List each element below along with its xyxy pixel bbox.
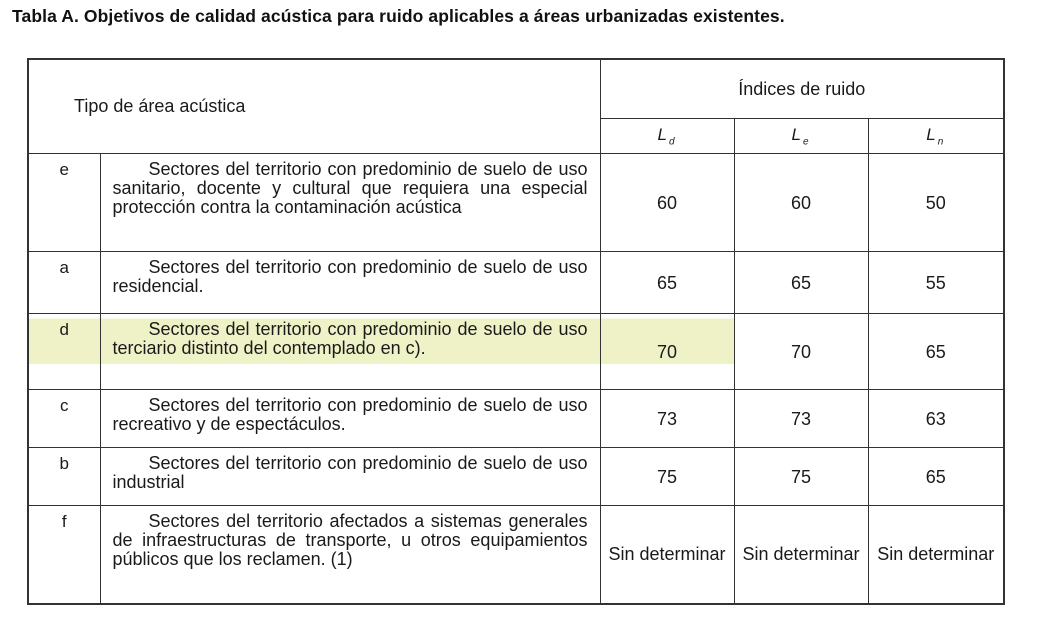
table-row	[28, 448, 1004, 506]
value-ld: 75	[600, 448, 734, 506]
area-code: f	[28, 506, 100, 604]
value-le: 60	[734, 154, 868, 252]
value-le: Sin determinar	[734, 506, 868, 604]
table-row	[28, 314, 1004, 390]
area-description: Sectores del territorio con predominio de suelo de uso residencial.	[100, 252, 600, 314]
area-code: d	[28, 314, 100, 390]
value-ln: 65	[868, 314, 1004, 390]
noise-quality-table	[27, 58, 1005, 605]
value-ln: 63	[868, 390, 1004, 448]
index-header-le: $L_e$	[734, 119, 868, 154]
area-description: Sectores del territorio con predominio de suelo de uso recreativo y de espectáculos.	[100, 390, 600, 448]
value-le: 65	[734, 252, 868, 314]
table-row	[28, 154, 1004, 252]
area-type-header: Tipo de área acústica	[28, 59, 600, 154]
value-le: 75	[734, 448, 868, 506]
value-ln: 65	[868, 448, 1004, 506]
index-header-ld: $L_d$	[600, 119, 734, 154]
noise-indices-header: Índices de ruido	[600, 59, 1004, 119]
table-row	[28, 252, 1004, 314]
area-code: a	[28, 252, 100, 314]
value-le: 70	[734, 314, 868, 390]
table-row	[28, 390, 1004, 448]
area-description: Sectores del territorio con predominio de suelo de uso terciario distinto del contemplado en c).	[100, 314, 600, 390]
table-title: Tabla A. Objetivos de calidad acústica para ruido aplicables a áreas urbanizadas existentes.	[12, 6, 785, 26]
value-ld: 65	[600, 252, 734, 314]
area-code: b	[28, 448, 100, 506]
value-ld: 60	[600, 154, 734, 252]
value-ln: 50	[868, 154, 1004, 252]
table-row	[28, 506, 1004, 604]
area-code: e	[28, 154, 100, 252]
value-le: 73	[734, 390, 868, 448]
value-ln: Sin determinar	[868, 506, 1004, 604]
area-code: c	[28, 390, 100, 448]
value-ld: 70	[600, 314, 734, 390]
index-header-ln: $L_n$	[868, 119, 1004, 154]
area-description: Sectores del territorio con predominio de suelo de uso sanitario, docente y cultural que requiera una especial protección contra la contaminación acústica	[100, 154, 600, 252]
value-ln: 55	[868, 252, 1004, 314]
area-description: Sectores del territorio afectados a sistemas generales de infraestructuras de transporte, u otros equipamientos públicos que los reclamen. (1)	[100, 506, 600, 604]
value-ld: 73	[600, 390, 734, 448]
area-description: Sectores del territorio con predominio de suelo de uso industrial	[100, 448, 600, 506]
value-ld: Sin determinar	[600, 506, 734, 604]
